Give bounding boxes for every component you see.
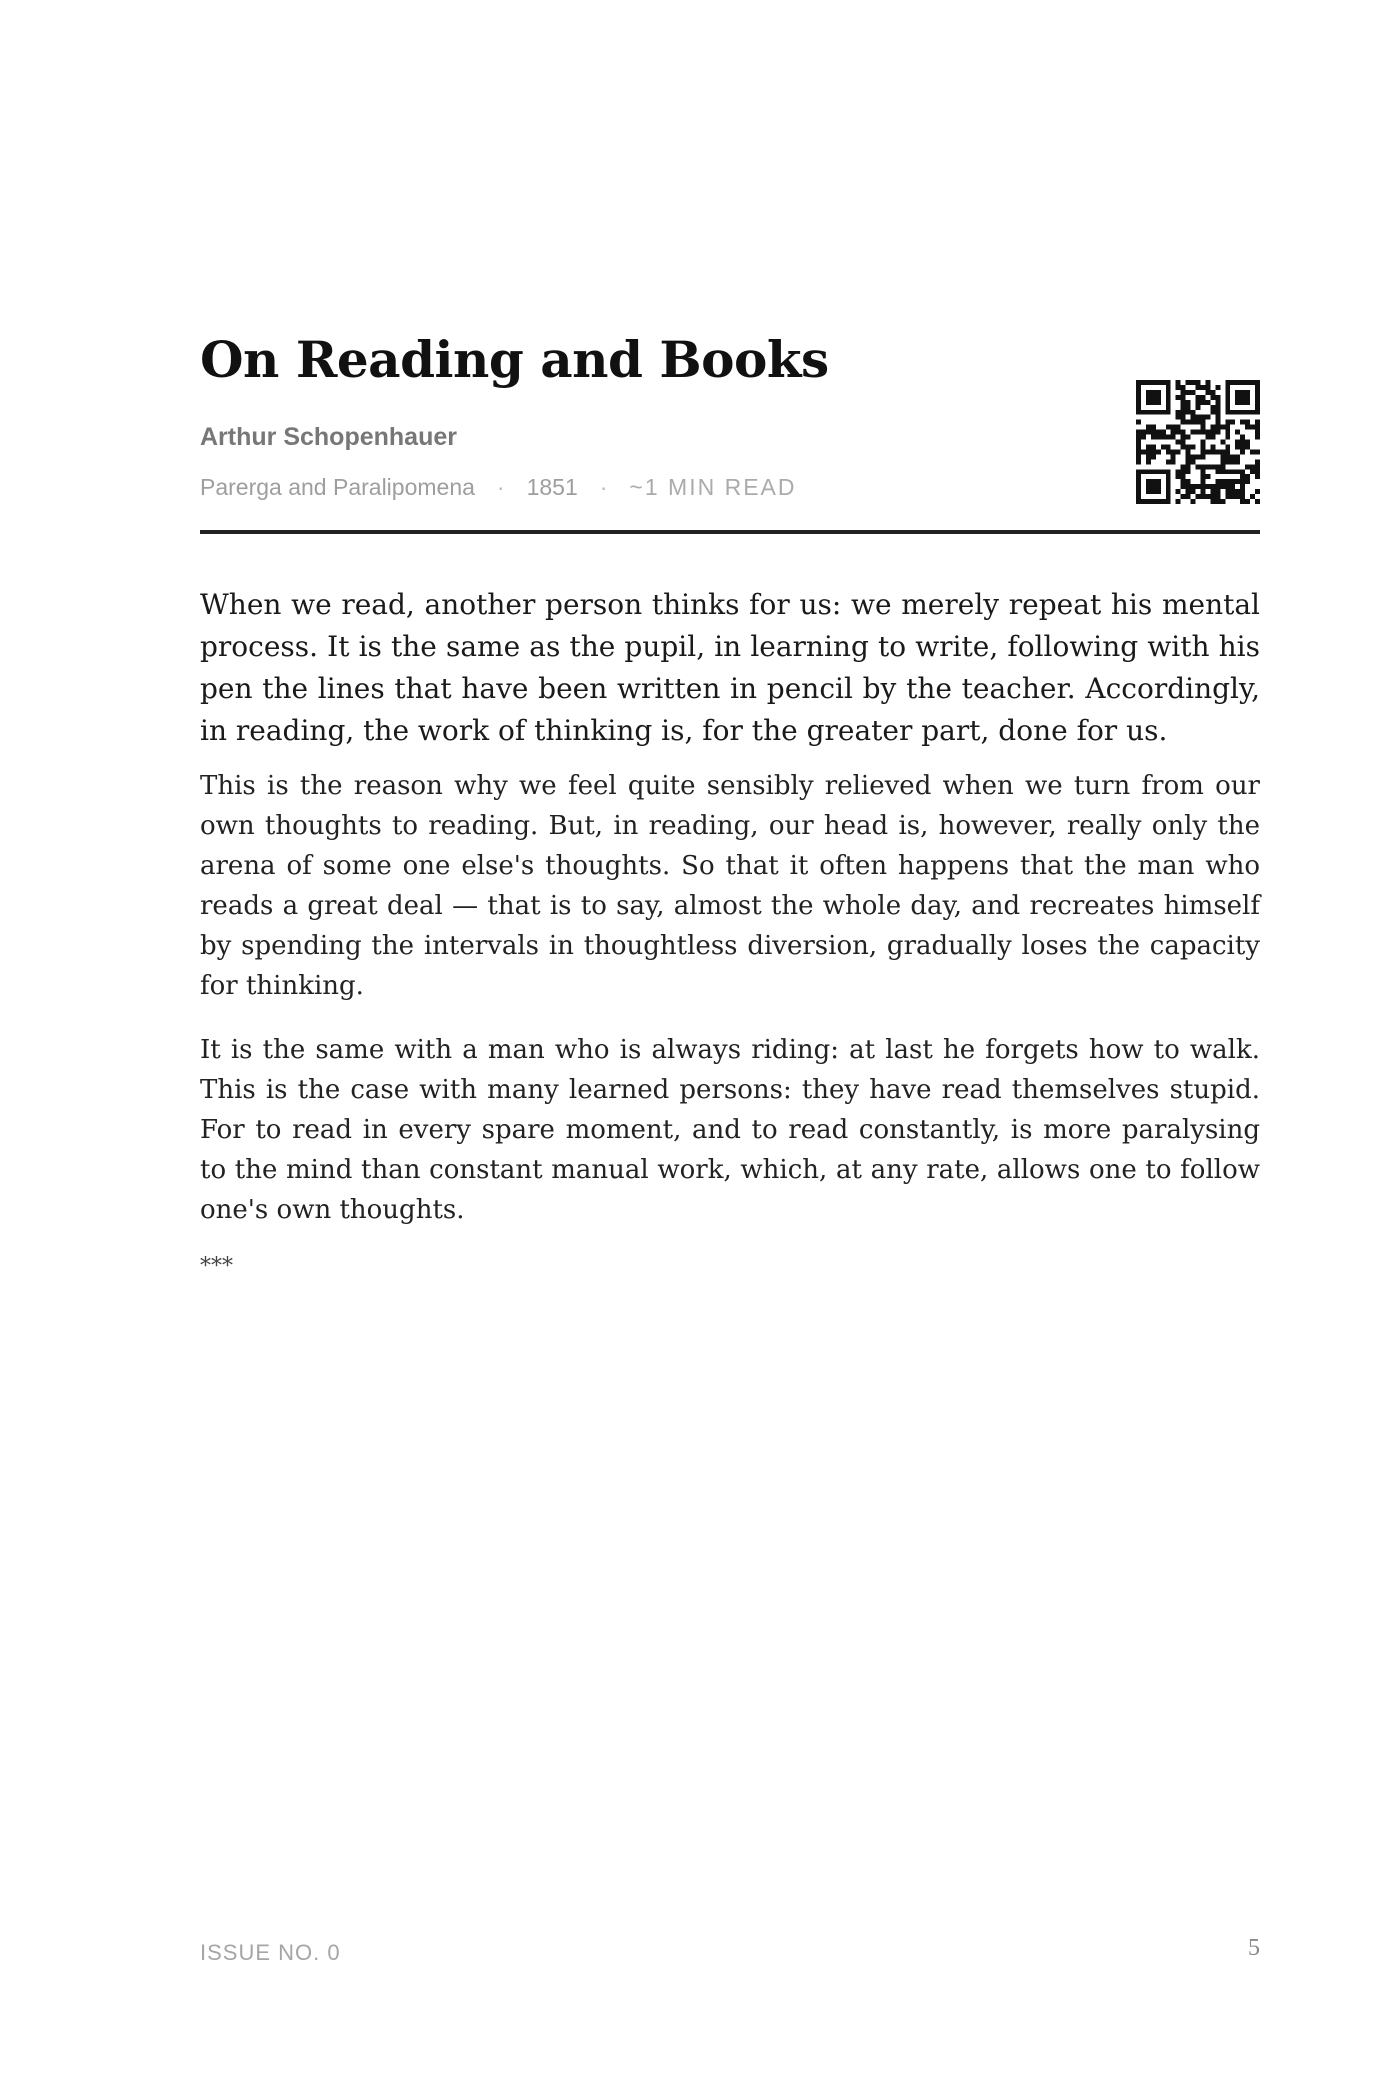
article-body <box>200 584 1260 1279</box>
end-mark: *** <box>200 1253 233 1279</box>
lead-paragraph: When we read, another person thinks for us: we merely repeat his mental process. It is the same as the pupil, in learning to write, following with his pen the lines that have been written in pencil by the teacher. Accordingly, in reading, the work of thinking is, for the greater part, done for us. <box>200 587 1260 747</box>
article <box>200 330 1260 1279</box>
qr-code-icon[interactable] <box>1136 380 1260 504</box>
body-paragraph: It is the same with a man who is always riding: at last he forgets how to walk. This is the case with many learned persons: they have read themselves stupid. For to read in every spare moment, and to read constantly, is more paralysing to the mind than constant manual work, which, at any rate, allows one to follow one's own thoughts. <box>200 1034 1260 1225</box>
meta-separator: · <box>496 474 505 500</box>
meta-read-time: ~1 MIN READ <box>629 474 797 500</box>
issue-label: ISSUE NO. 0 <box>200 1940 341 1965</box>
body-paragraph: This is the reason why we feel quite sensibly relieved when we turn from our own thoughts to reading. But, in reading, our head is, however, really only the arena of some one else's thoughts. So that it often happens that the man who reads a great deal — that is to say, almost the whole day, and recreates himself by spending the intervals in thoughtless diversion, gradually loses the capacity for thinking. <box>200 770 1260 1001</box>
meta-separator: · <box>599 474 608 500</box>
article-author: Arthur Schopenhauer <box>200 423 457 451</box>
meta-source: Parerga and Paralipomena <box>200 474 475 500</box>
page-number: 5 <box>1248 1935 1260 1961</box>
article-meta <box>200 474 1260 502</box>
header-divider <box>200 530 1260 534</box>
article-title: On Reading and Books <box>200 330 829 389</box>
meta-year: 1851 <box>526 474 578 500</box>
